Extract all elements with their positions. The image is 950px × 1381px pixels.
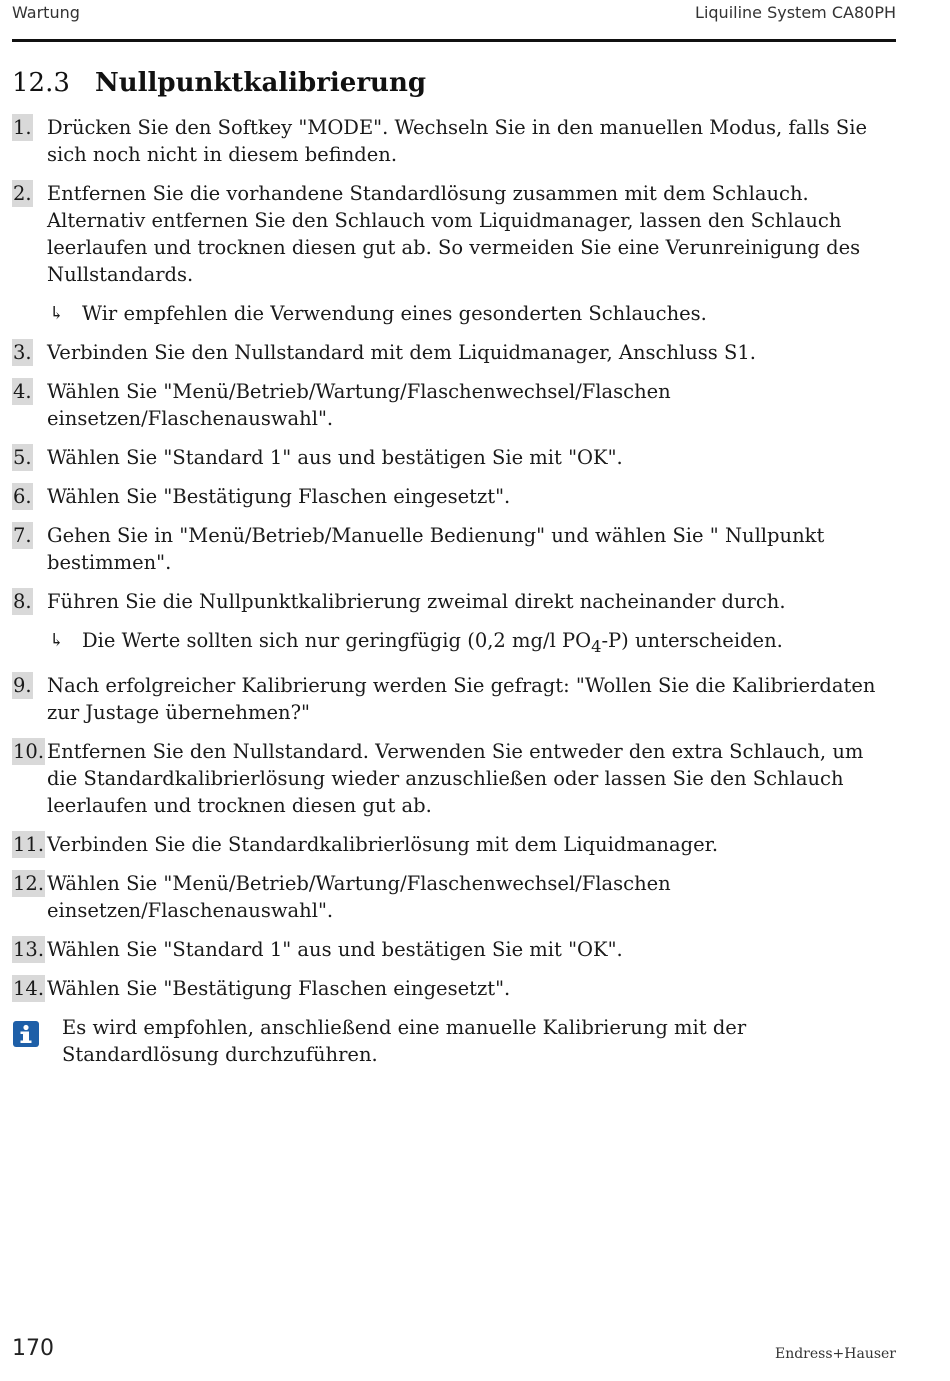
step-text: Drücken Sie den Softkey "MODE". Wechseln Sie in den manuellen Modus, falls Sie sich noch nicht in diesem befinden. <box>47 116 868 166</box>
step-number: 12. <box>13 871 45 895</box>
footer-brand: Endress+Hauser <box>774 1346 896 1362</box>
step-number: 5. <box>13 446 32 469</box>
step-item <box>12 831 896 858</box>
step-item <box>12 522 896 576</box>
step-text: Wählen Sie "Menü/Betrieb/Wartung/Flaschenwechsel/Flaschen einsetzen/Flaschenauswahl". <box>47 871 671 922</box>
step-item <box>12 672 896 726</box>
step-list <box>12 114 896 1068</box>
step-text: Wählen Sie "Standard 1" aus und bestätigen Sie mit "OK". <box>47 446 623 469</box>
result-arrow-icon: ↳ <box>49 630 65 651</box>
result-subscript: 4 <box>591 636 602 656</box>
section-title <box>12 68 426 98</box>
note-text: Es wird empfohlen, anschließend eine manuelle Kalibrierung mit der Standardlösung durchzuführen. <box>62 1015 747 1066</box>
header-rule <box>12 39 896 42</box>
step-item <box>12 975 896 1002</box>
step-number: 9. <box>13 673 32 697</box>
info-note <box>12 1014 896 1068</box>
step-number: 10. <box>13 739 45 763</box>
step-number: 6. <box>13 485 32 508</box>
step-text: Entfernen Sie den Nullstandard. Verwenden Sie entweder den extra Schlauch, um die Standardkalibrierlösung wieder anzuschließen oder lassen Sie den Schlauch leerlaufen und trocknen diesen gut ab. <box>47 739 864 817</box>
step-text: Wählen Sie "Standard 1" aus und bestätigen Sie mit "OK". <box>47 937 623 961</box>
result-text: Die Werte sollten sich nur geringfügig (0,2 mg/l PO <box>82 629 592 652</box>
step-item <box>12 114 896 168</box>
section-title-text: Nullpunktkalibrierung <box>95 68 427 98</box>
step-number: 8. <box>13 590 32 613</box>
step-text: Gehen Sie in "Menü/Betrieb/Manuelle Bedienung" und wählen Sie " Nullpunkt bestimmen". <box>47 524 825 574</box>
step-item <box>12 180 896 288</box>
result-arrow-icon: ↳ <box>49 303 65 324</box>
step-text: Wählen Sie "Menü/Betrieb/Wartung/Flaschenwechsel/Flaschen einsetzen/Flaschenauswahl". <box>47 380 671 430</box>
step-text: Nach erfolgreicher Kalibrierung werden Sie gefragt: "Wollen Sie die Kalibrierdaten zur Justage übernehmen?" <box>47 673 876 724</box>
step-number: 1. <box>13 116 32 139</box>
step-number: 13. <box>13 937 45 961</box>
step-number: 7. <box>13 524 32 547</box>
step-item <box>12 588 896 615</box>
header-product: Liquiline System CA80PH <box>695 3 896 22</box>
step-text: Entfernen Sie die vorhandene Standardlösung zusammen mit dem Schlauch. Alternativ entfernen Sie den Schlauch vom Liquidmanager, lassen den Schlauch leerlaufen und trocknen diesen gut ab. So vermeiden Sie eine Verunreinigung des Nullstandards. <box>47 182 861 286</box>
step-number: 2. <box>13 182 32 205</box>
step-number: 11. <box>13 832 45 856</box>
step-result <box>12 300 896 327</box>
step-item <box>12 378 896 432</box>
step-number: 4. <box>13 380 32 403</box>
step-result <box>12 627 896 660</box>
step-number: 14. <box>13 976 45 1000</box>
step-text: Verbinden Sie den Nullstandard mit dem Liquidmanager, Anschluss S1. <box>47 341 756 364</box>
result-text: Wir empfehlen die Verwendung eines gesonderten Schlauches. <box>82 302 707 325</box>
step-text: Verbinden Sie die Standardkalibrierlösung mit dem Liquidmanager. <box>47 832 719 856</box>
section-number: 12.3 <box>12 68 70 98</box>
step-text: Führen Sie die Nullpunktkalibrierung zweimal direkt nacheinander durch. <box>47 590 786 613</box>
step-number: 3. <box>13 341 32 364</box>
step-text: Wählen Sie "Bestätigung Flaschen eingesetzt". <box>47 976 511 1000</box>
step-item <box>12 339 896 366</box>
step-item <box>12 870 896 924</box>
page-number: 170 <box>12 1336 54 1361</box>
step-item <box>12 483 896 510</box>
step-text: Wählen Sie "Bestätigung Flaschen eingesetzt". <box>47 485 511 508</box>
header-section: Wartung <box>12 3 80 22</box>
result-text-end: -P) unterscheiden. <box>601 629 783 652</box>
step-item <box>12 936 896 963</box>
step-item <box>12 738 896 819</box>
step-item <box>12 444 896 471</box>
info-icon <box>13 1021 39 1047</box>
